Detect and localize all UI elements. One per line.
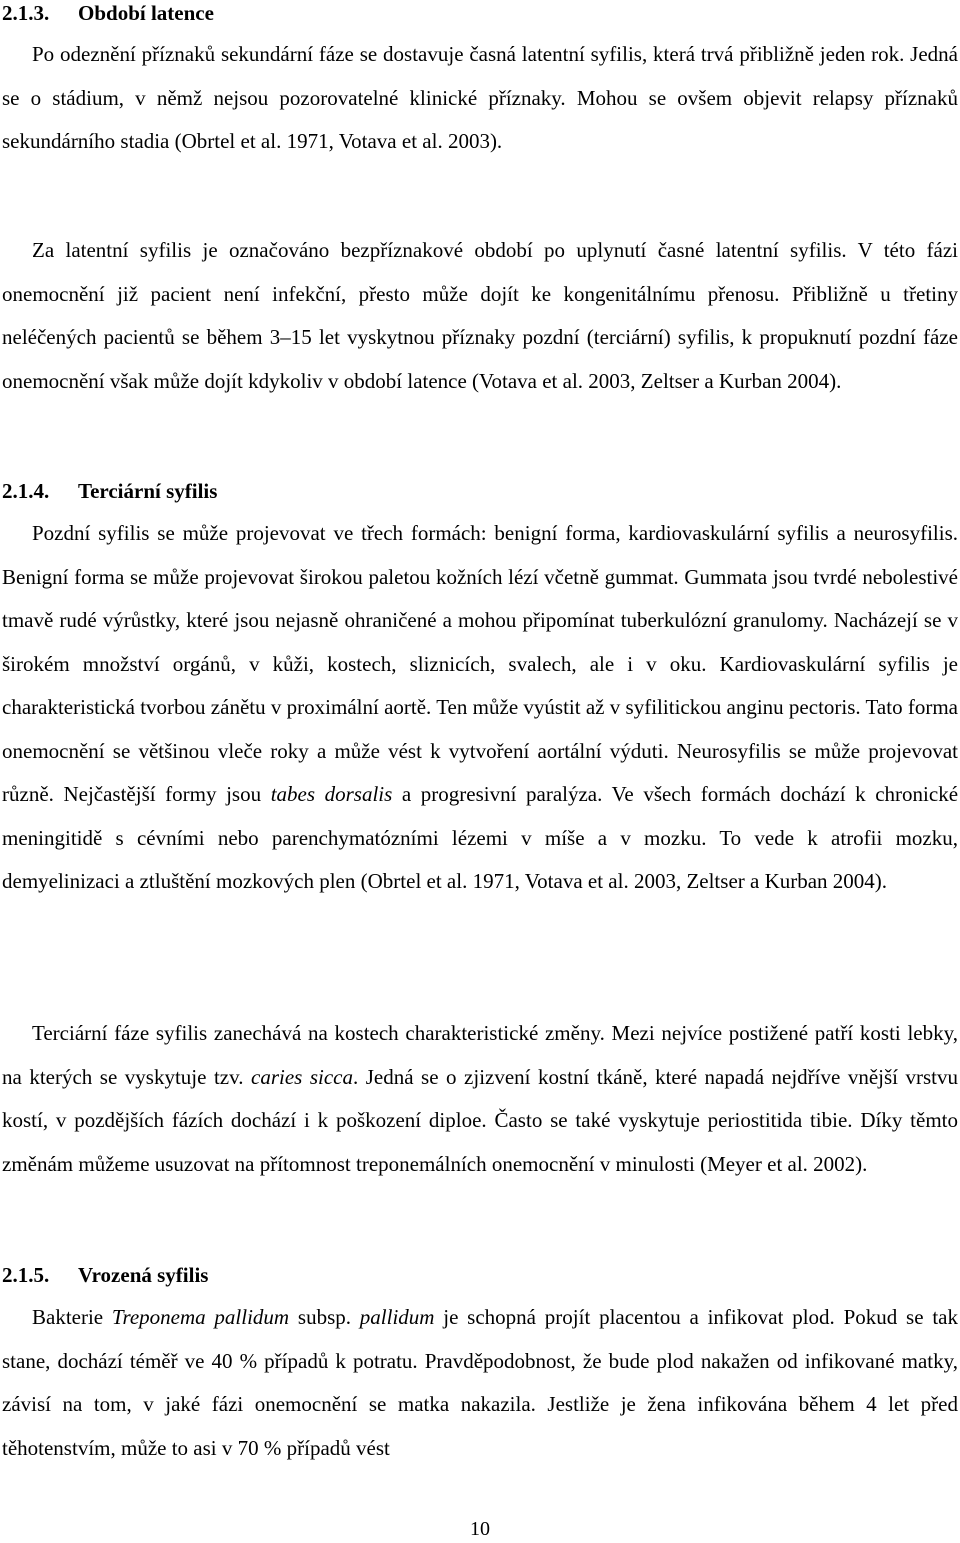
section-number: 2.1.5. (2, 1263, 50, 1287)
paragraph-text: Terciární fáze syfilis zanechává na kostech charakteristické změny. Mezi nejvíce postižené patří kosti lebky, na kterých se vyskytuje tzv. (2, 1021, 958, 1089)
section-number: 2.1.4. (2, 479, 50, 503)
paragraph-text: subsp. (289, 1305, 360, 1329)
paragraph (2, 1012, 958, 1186)
section-title: Období latence (78, 1, 214, 25)
italic-term: caries sicca (251, 1064, 353, 1089)
section-number: 2.1.3. (2, 1, 50, 25)
paragraph-text: a progresivní paralýza. Ve všech formách dochází k chronické meningitidě s cévními nebo parenchymatózními lézemi v míše a v mozku. To vede k atrofii mozku, demyelinizaci a ztluštění mozkových plen (Obrtel et al. 1971, Votava et al. 2003, Zeltser a Kurban 2004). (2, 782, 959, 893)
section-heading (2, 0, 214, 26)
italic-term: pallidum (359, 1305, 435, 1329)
italic-term: Treponema pallidum (111, 1305, 290, 1329)
paragraph: Za latentní syfilis je označováno bezpříznakové období po uplynutí časné latentní syfilis. V této fázi onemocnění již pacient není infekční, přesto může dojít ke kongenitálnímu přenosu. Přibližně u třetiny neléčených pacientů se během 3–15 let vyskytnou příznaky pozdní (terciární) syfilis, k propuknutí pozdní fáze onemocnění však může dojít kdykoliv v období latence (Votava et al. 2003, Zeltser a Kurban 2004). (2, 238, 958, 393)
paragraph-text: . Jedná se o zjizvení kostní tkáně, které napadá nejdříve vnější vrstvu kostí, v pozdějších fázích dochází i k poškození diploe. Často se také vyskytuje periostitida tibie. Díky těmto změnám můžeme usuzovat na přítomnost treponemálních onemocnění v minulosti (Meyer et al. 2002). (2, 1064, 958, 1176)
section-heading (2, 1262, 208, 1288)
paragraph (2, 512, 958, 904)
paragraph-text: Pozdní syfilis se může projevovat ve třech formách: benigní forma, kardiovaskulární syfilis a neurosyfilis. Benigní forma se může projevovat širokou paletou kožních lézí včetně gummat. Gummata jsou tvrdé nebolestivé tmavě rudé výrůstky, které jsou nejasně ohraničené a mohou připomínat tuberkulózní granulomy. Nacházejí se v širokém množství orgánů, v kůži, kostech, sliznicích, svalech, ale i v oku. Kardiovaskulární syfilis je charakteristická tvorbou zánětu v proximální aortě. Ten může vyústit až v syfilitickou anginu pectoris. Tato forma onemocnění se většinou vleče roky a může vést k vytvoření aortální výduti. Neurosyfilis se může projevovat různě. Nejčastější formy jsou (2, 521, 958, 806)
paragraph-text: Bakterie (32, 1305, 112, 1329)
section-title: Vrozená syfilis (78, 1263, 209, 1287)
italic-term: tabes dorsalis (270, 782, 393, 806)
section-title: Terciární syfilis (78, 479, 218, 503)
paragraph-text: je schopná projít placentou a infikovat plod. Pokud se tak stane, dochází téměř ve 40 % případů k potratu. Pravděpodobnost, že bude plod nakažen od infikované matky, závisí na tom, v jaké fázi onemocnění se matka nakazila. Jestliže je žena infikována během 4 let před těhotenstvím, může to asi v 70 % případů vést (2, 1305, 958, 1460)
page-number: 10 (470, 1518, 490, 1540)
section-heading (2, 478, 217, 504)
paragraph: Po odeznění příznaků sekundární fáze se dostavuje časná latentní syfilis, která trvá přibližně jeden rok. Jedná se o stádium, v němž nejsou pozorovatelné klinické příznaky. Mohou se ovšem objevit relapsy příznaků sekundárního stadia (Obrtel et al. 1971, Votava et al. 2003). (2, 42, 958, 153)
paragraph (2, 1296, 958, 1470)
